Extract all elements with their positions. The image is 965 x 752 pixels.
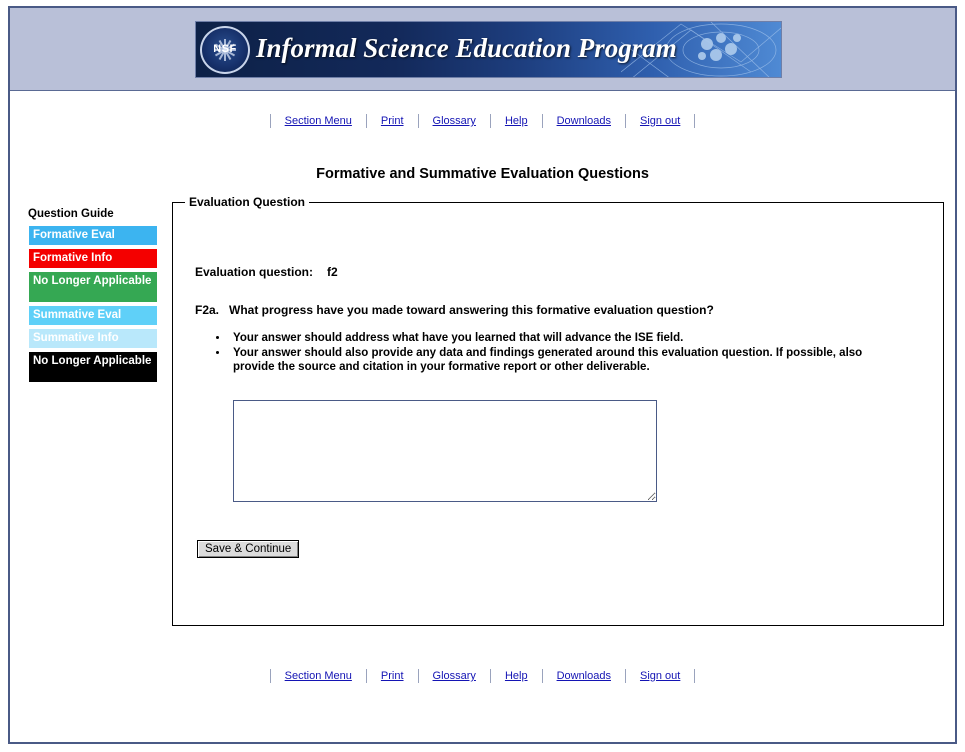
nav-link-downloads-bottom[interactable]: Downloads <box>543 669 626 683</box>
question-prompt <box>195 303 943 317</box>
evaluation-question-label: Evaluation question: <box>195 265 314 279</box>
nav-link-help[interactable]: Help <box>491 114 543 128</box>
nav-link-sign-out-bottom[interactable]: Sign out <box>626 669 695 683</box>
nav-link-glossary-bottom[interactable]: Glossary <box>419 669 491 683</box>
nav-link-downloads[interactable]: Downloads <box>543 114 626 128</box>
panel-legend: Evaluation Question <box>185 195 309 209</box>
guide-item-summative-eval[interactable]: Summative Eval <box>28 305 158 326</box>
bottom-navigation <box>10 668 955 683</box>
nav-link-section-menu-bottom[interactable]: Section Menu <box>270 669 367 683</box>
page-title: Formative and Summative Evaluation Questions <box>316 166 649 182</box>
question-guidance-list <box>195 331 943 374</box>
question-body: What progress have you made toward answering this formative evaluation question? <box>229 303 714 317</box>
nsf-logo-text: NSF <box>213 43 237 55</box>
evaluation-question-line <box>195 265 943 279</box>
nav-link-section-menu[interactable]: Section Menu <box>270 114 367 128</box>
banner-graphic <box>195 21 782 78</box>
bottom-navigation-wrapper <box>10 668 955 683</box>
save-and-continue-button[interactable]: Save & Continue <box>197 540 299 558</box>
question-guide-sidebar <box>28 208 158 385</box>
evaluation-question-panel <box>172 195 944 626</box>
list-item: • Your answer should address what have you learned that will advance the ISE field. <box>229 331 883 345</box>
top-navigation <box>10 91 955 128</box>
guide-item-summative-info[interactable]: Summative Info <box>28 328 158 349</box>
nav-link-print[interactable]: Print <box>367 114 419 128</box>
application-frame <box>8 6 957 744</box>
list-item: • Your answer should also provide any data and findings generated around this evaluation question. If possible, also provide the source and citation in your formative report or other deliverable. <box>229 346 883 374</box>
nav-link-print-bottom[interactable]: Print <box>367 669 419 683</box>
site-banner <box>10 8 955 91</box>
answer-textarea[interactable] <box>233 400 657 502</box>
banner-title: Informal Science Education Program <box>256 33 677 63</box>
content-area <box>10 195 955 638</box>
question-guide-title: Question Guide <box>28 208 114 220</box>
nsf-logo-icon <box>200 26 250 74</box>
guide-item-no-longer-applicable-green[interactable]: No Longer Applicable <box>28 271 158 303</box>
evaluation-question-value: f2 <box>327 265 338 279</box>
question-number: F2a. <box>195 303 220 317</box>
nav-link-glossary[interactable]: Glossary <box>419 114 491 128</box>
nav-link-help-bottom[interactable]: Help <box>491 669 543 683</box>
guide-item-formative-info[interactable]: Formative Info <box>28 248 158 269</box>
guide-item-formative-eval[interactable]: Formative Eval <box>28 225 158 246</box>
nav-link-sign-out[interactable]: Sign out <box>626 114 695 128</box>
guide-item-no-longer-applicable-black[interactable]: No Longer Applicable <box>28 351 158 383</box>
